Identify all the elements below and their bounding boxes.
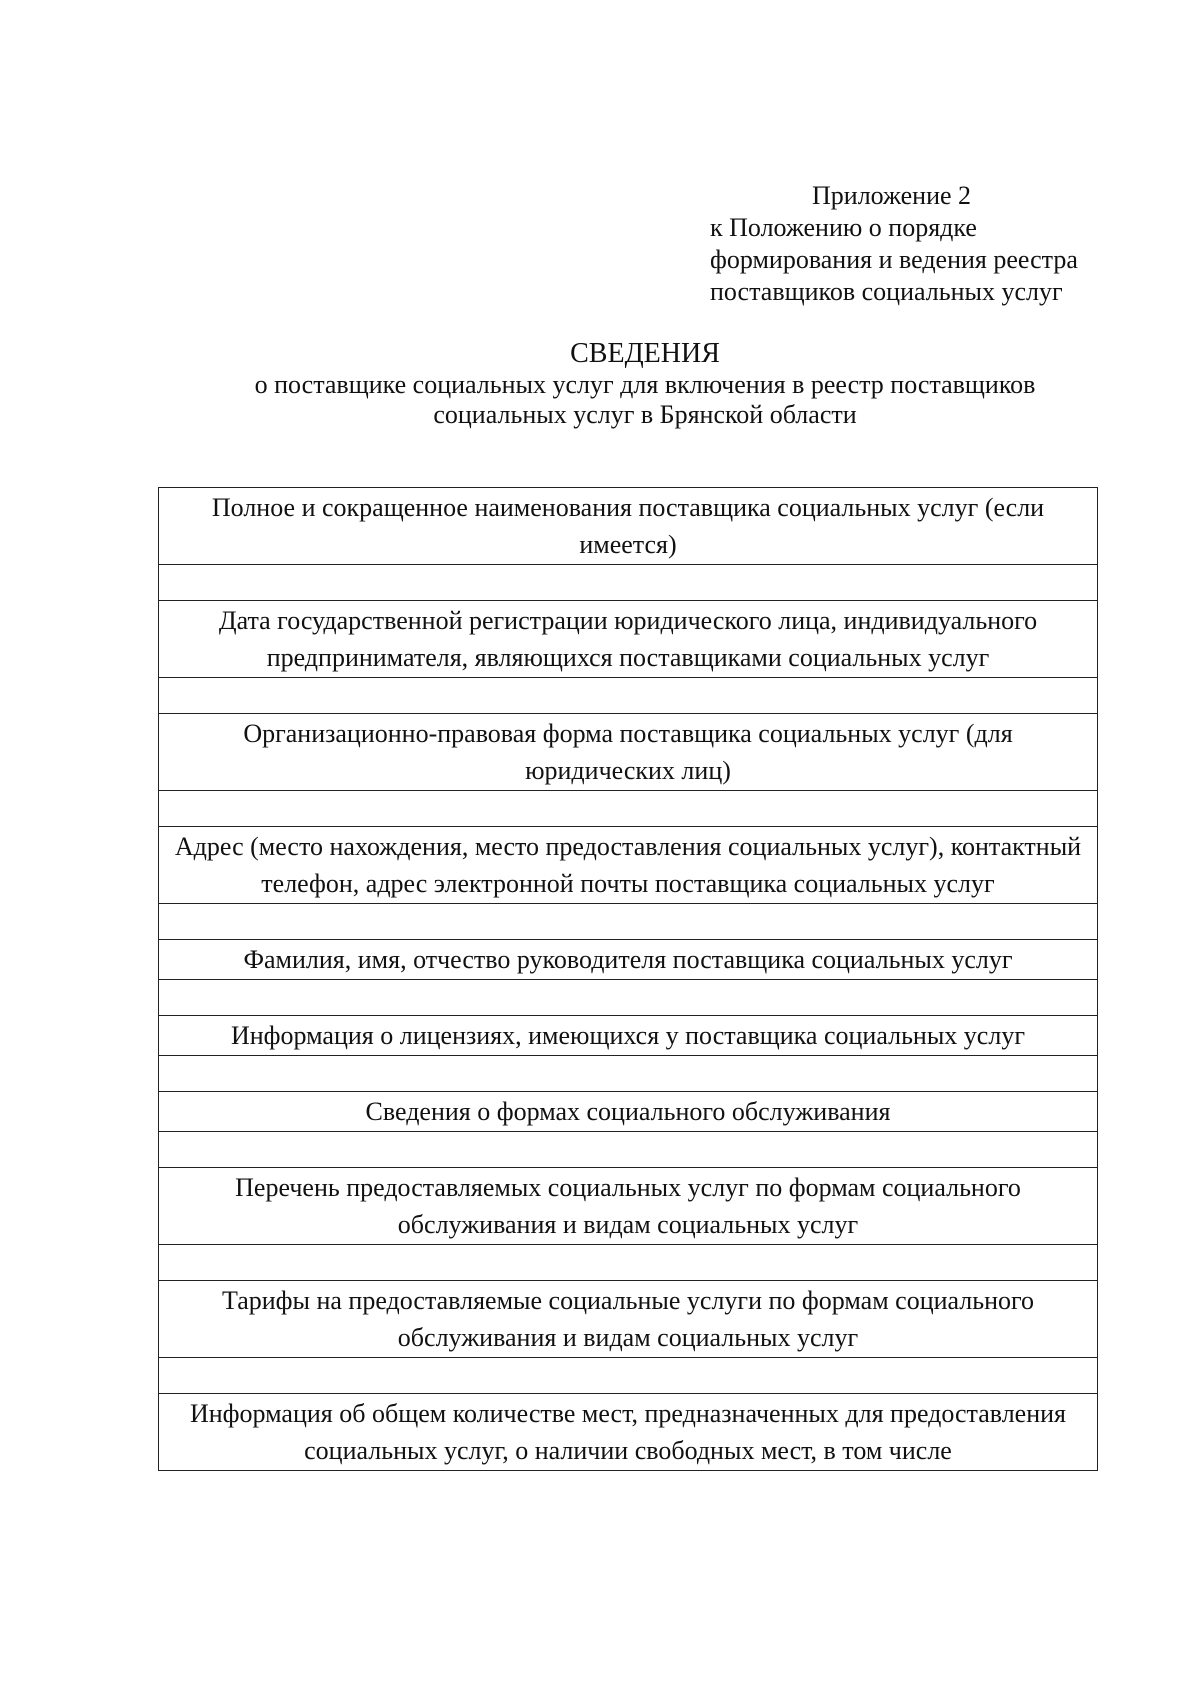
table-row <box>159 1168 1098 1245</box>
field-value[interactable] <box>159 1358 1098 1394</box>
field-label: Информация о лицензиях, имеющихся у поставщика социальных услуг <box>159 1016 1098 1056</box>
table-row <box>159 980 1098 1016</box>
table-row <box>159 904 1098 940</box>
table-row <box>159 678 1098 714</box>
field-label: Информация об общем количестве мест, предназначенных для предоставления социальных услуг, о наличии свободных мест, в том числе <box>159 1394 1098 1471</box>
field-label: Фамилия, имя, отчество руководителя поставщика социальных услуг <box>159 940 1098 980</box>
table-row <box>159 714 1098 791</box>
field-label: Перечень предоставляемых социальных услуг по формам социального обслуживания и видам социальных услуг <box>159 1168 1098 1245</box>
field-value[interactable] <box>159 980 1098 1016</box>
document-subtitle-line: социальных услуг в Брянской области <box>433 400 857 429</box>
appendix-line: к Положению о порядке <box>710 213 977 242</box>
field-label: Организационно-правовая форма поставщика социальных услуг (для юридических лиц) <box>159 714 1098 791</box>
document-title: СВЕДЕНИЯ <box>570 338 720 369</box>
field-value[interactable] <box>159 678 1098 714</box>
field-label: Тарифы на предоставляемые социальные услуги по формам социального обслуживания и видам социальных услуг <box>159 1281 1098 1358</box>
table-row <box>159 601 1098 678</box>
table-row <box>159 791 1098 827</box>
supplier-info-table <box>158 487 1098 1471</box>
document-subtitle-line: о поставщике социальных услуг для включения в реестр поставщиков <box>254 370 1036 399</box>
appendix-line: поставщиков социальных услуг <box>710 277 1063 306</box>
table-row <box>159 1132 1098 1168</box>
table-row <box>159 827 1098 904</box>
field-label: Полное и сокращенное наименования поставщика социальных услуг (если имеется) <box>159 488 1098 565</box>
appendix-line: формирования и ведения реестра <box>710 245 1078 274</box>
table-row <box>159 1394 1098 1471</box>
table-row <box>159 1056 1098 1092</box>
document-heading <box>0 338 1200 430</box>
field-value[interactable] <box>159 565 1098 601</box>
field-value[interactable] <box>159 1245 1098 1281</box>
table-row <box>159 940 1098 980</box>
field-label: Адрес (место нахождения, место предоставления социальных услуг), контактный телефон, адрес электронной почты поставщика социальных услуг <box>159 827 1098 904</box>
table-row <box>159 1092 1098 1132</box>
table-row <box>159 1358 1098 1394</box>
field-value[interactable] <box>159 791 1098 827</box>
field-label: Сведения о формах социального обслуживания <box>159 1092 1098 1132</box>
field-value[interactable] <box>159 1132 1098 1168</box>
table-row <box>159 1281 1098 1358</box>
table-row <box>159 1245 1098 1281</box>
table-row <box>159 1016 1098 1056</box>
appendix-reference <box>710 180 1150 308</box>
appendix-line: Приложение 2 <box>812 181 972 210</box>
table-row <box>159 565 1098 601</box>
field-value[interactable] <box>159 1056 1098 1092</box>
field-label: Дата государственной регистрации юридического лица, индивидуального предпринимателя, являющихся поставщиками социальных услуг <box>159 601 1098 678</box>
field-value[interactable] <box>159 904 1098 940</box>
table-row <box>159 488 1098 565</box>
